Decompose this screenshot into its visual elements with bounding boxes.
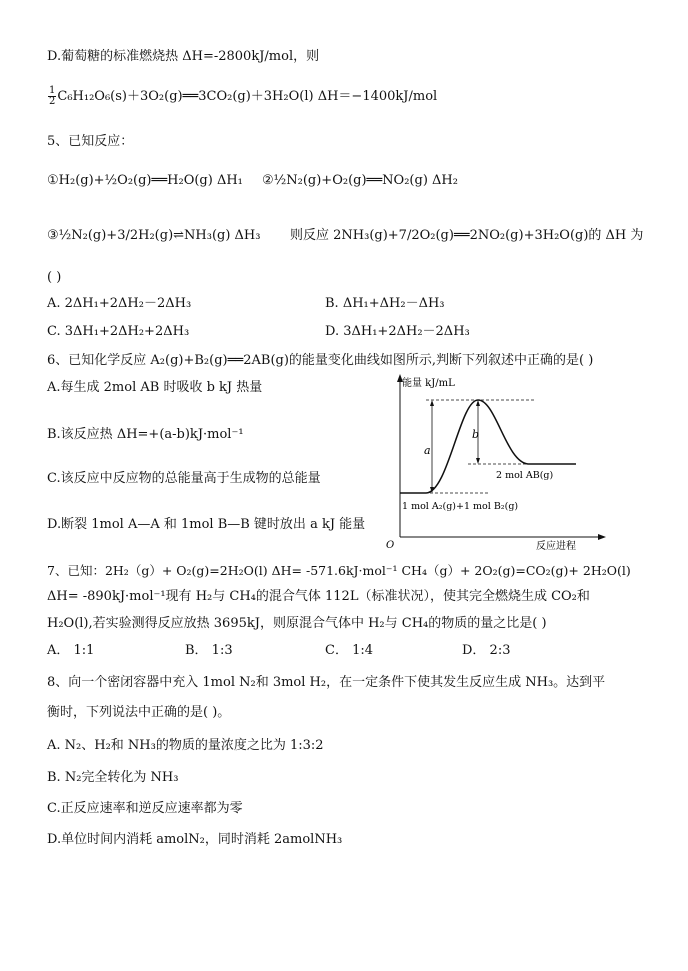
q5-option-b: B. ΔH₁+ΔH₂－ΔH₃ — [325, 296, 445, 311]
q7-line3: H₂O(l),若实验测得反应放热 3695kJ，则原混合气体中 H₂与 CH₄的物质的量之比是( ) — [47, 616, 547, 631]
product-label: 2 mol AB(g) — [496, 470, 554, 481]
reactant-label: 1 mol A₂(g)+1 mol B₂(g) — [402, 501, 519, 512]
q6-option-c: C.该反应中反应物的总能量高于生成物的总能量 — [47, 471, 321, 486]
q6-stem: 6、已知化学反应 A₂(g)+B₂(g)══2AB(g)的能量变化曲线如图所示,判断下列叙述中正确的是( ) — [47, 353, 594, 368]
arrow-a-head-top — [430, 400, 434, 406]
origin-label: O — [386, 540, 395, 551]
q5-eq1: ①H₂(g)+½O₂(g)══H₂O(g) ΔH₁ — [47, 173, 243, 188]
q7-option-b: B． 1:3 — [185, 643, 233, 658]
q5-title: 5、已知反应： — [47, 134, 134, 149]
label-a: a — [424, 444, 431, 457]
arrow-b-head-bottom — [476, 458, 480, 464]
q8-option-a: A. N₂、H₂和 NH₃的物质的量浓度之比为 1:3:2 — [47, 738, 324, 753]
q4-option-d: D.葡萄糖的标准燃烧热 ΔH=-2800kJ/mol，则 — [47, 49, 320, 64]
q8-option-d: D.单位时间内消耗 amolN₂，同时消耗 2amolNH₃ — [47, 832, 343, 847]
q7-option-c: C． 1:4 — [325, 643, 374, 658]
q5-option-a: A. 2ΔH₁+2ΔH₂－2ΔH₃ — [47, 296, 192, 311]
q5-option-c: C. 3ΔH₁+2ΔH₂+2ΔH₃ — [47, 324, 190, 339]
q6-option-a: A.每生成 2mol AB 时吸收 b kJ 热量 — [47, 380, 263, 395]
y-axis-label: 能量 kJ/mL — [402, 378, 455, 389]
q8-option-c: C.正反应速率和逆反应速率都为零 — [47, 801, 243, 816]
q6-option-b: B.该反应热 ΔH=+(a-b)kJ·mol⁻¹ — [47, 427, 244, 442]
q5-stem: 则反应 2NH₃(g)+7/2O₂(g)══2NO₂(g)+3H₂O(g)的 ΔH 为 — [290, 228, 644, 243]
q8-line1: 8、向一个密闭容器中充入 1mol N₂和 3mol H₂，在一定条件下使其发生反应生成 NH₃。达到平 — [47, 675, 606, 690]
energy-diagram — [368, 372, 608, 552]
q8-line2: 衡时，下列说法中正确的是( )。 — [47, 705, 231, 720]
q6-option-d: D.断裂 1mol A—A 和 1mol B—B 键时放出 a kJ 能量 — [47, 517, 366, 532]
q7-option-a: A． 1:1 — [47, 643, 95, 658]
q5-paren: ( ) — [47, 270, 62, 285]
q7-line1: 7、已知：2H₂（g）+ O₂(g)=2H₂O(l) ΔH= -571.6kJ·mol⁻¹ CH₄（g）+ 2O₂(g)=CO₂(g)+ 2H₂O(l) — [47, 563, 631, 578]
q8-option-b: B. N₂完全转化为 NH₃ — [47, 770, 179, 785]
q5-eq3: ③½N₂(g)+3/2H₂(g)⇌NH₃(g) ΔH₃ — [47, 228, 261, 243]
q7-line2: ΔH= -890kJ·mol⁻¹现有 H₂与 CH₄的混合气体 112L（标准状况），使其完全燃烧生成 CO₂和 — [47, 589, 590, 604]
x-axis-label: 反应进程 — [536, 541, 576, 552]
glucose-equation-text: C₆H₁₂O₆(s)＋3O₂(g)══3CO₂(g)＋3H₂O(l) ΔH＝−1400kJ/mol — [57, 89, 438, 104]
q5-eq2: ②½N₂(g)+O₂(g)══NO₂(g) ΔH₂ — [262, 173, 458, 188]
glucose-equation: $\frac{1}{2}$ C₆H₁₂O₆(s)＋3O₂(g)══3CO₂(g)＋3H₂O(l) ΔH＝−1400kJ/mol — [49, 85, 438, 107]
q5-option-d: D. 3ΔH₁+2ΔH₂－2ΔH₃ — [325, 324, 470, 339]
label-b: b — [472, 428, 480, 441]
q7-option-d: D． 2:3 — [462, 643, 511, 658]
x-axis-arrow — [598, 534, 606, 540]
